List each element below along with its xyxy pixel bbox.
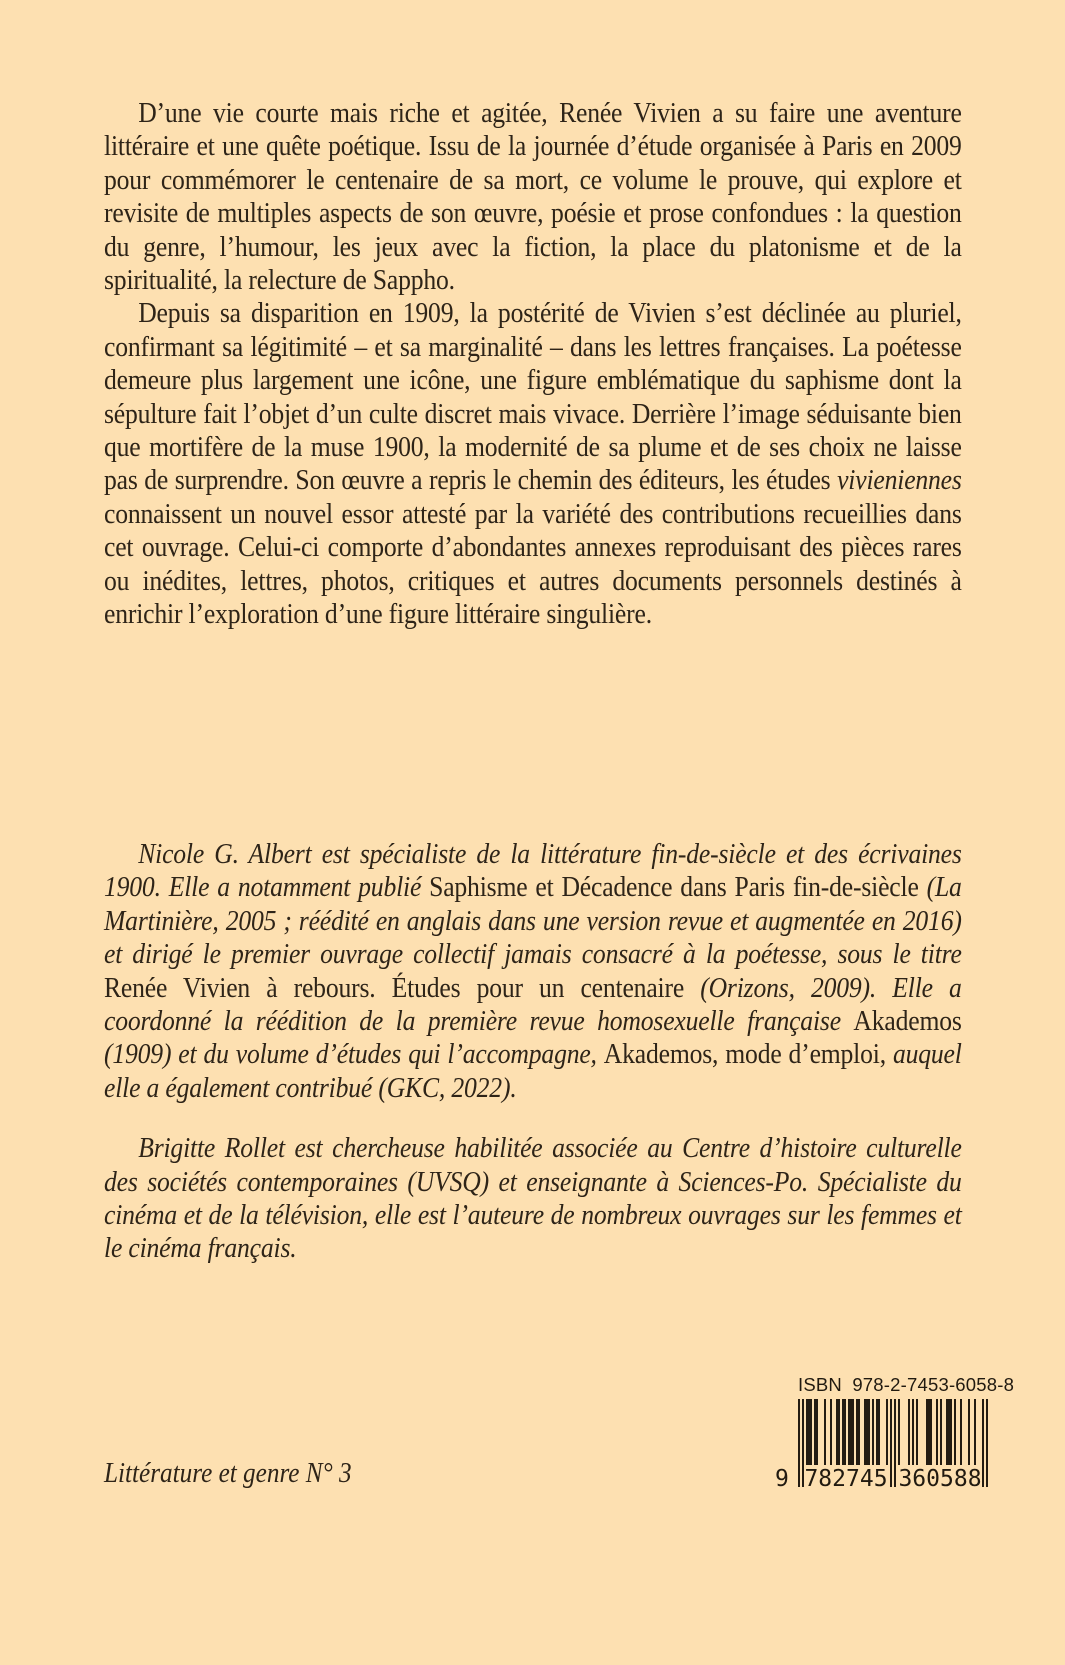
text-run: connaissent un nouvel essor attesté par la variété des contributions recueillies dans cet ouvrage. Celui-ci comporte d’abondantes annexes reproduisant des pièces rares ou inédites, lettres, photos, critiques et autres documents personnels destinés à enrichir l’exploration d’une figure littéraire singulière. (104, 498, 962, 631)
synopsis-block (104, 97, 962, 632)
barcode-digits-left: 782745 (804, 1466, 888, 1492)
isbn-number-label: ISBN 978-2-7453-6058-8 (798, 1374, 1015, 1395)
synopsis-paragraph-1 (104, 97, 962, 297)
ean13-barcode (775, 1399, 988, 1494)
synopsis-paragraph-2 (104, 297, 962, 631)
series-label: Littérature et genre N° 3 (104, 1458, 352, 1489)
bio-brigitte-rollet (104, 1132, 962, 1266)
text-run: (Orizons, 2009). Elle a coordonné la réédition de la première revue homosexuelle française (104, 972, 962, 1038)
barcode-digits-right: 360588 (898, 1466, 982, 1492)
text-run: auquel elle a également contribué (GKC, 2022). (104, 1039, 962, 1104)
bio-nicole-albert (104, 838, 962, 1105)
text-run: Akademos, mode d’emploi, (603, 1039, 893, 1071)
text-run: Nicole G. Albert est spécialiste de la littérature fin-de-siècle et des écrivaines 1900. Elle a notamment publié (104, 839, 962, 904)
text-run: Brigitte Rollet est chercheuse habilitée associée au Centre d’histoire culturelle des sociétés contemporaines (UVSQ) et enseignante à Sciences-Po. Spécialiste du cinéma et de la télévision, elle est l’auteure de nombreux ouvrages sur les femmes et le cinéma français. (104, 1133, 962, 1265)
author-bios-block (104, 838, 962, 1266)
text-run: D’une vie courte mais riche et agitée, Renée Vivien a su faire une aventure littéraire et une quête poétique. Issu de la journée d’étude organisée à Paris en 2009 pour commémorer le centenaire de sa mort, ce volume le prouve, qui explore et revisite de multiples aspects de son œuvre, poésie et prose confondues : la question du genre, l’humour, les jeux avec la fiction, la place du platonisme et de la spiritualité, la relecture de Sappho. (104, 98, 962, 297)
text-run: vivieniennes (837, 465, 962, 497)
text-run: Depuis sa disparition en 1909, la postérité de Vivien s’est déclinée au pluriel, confirmant sa légitimité – et sa marginalité – dans les lettres françaises. La poétesse demeure plus largement une icône, une figure emblématique du saphisme dont la sépulture fait l’objet d’un culte discret mais vivace. Derrière l’image séduisante bien que mortifère de la muse 1900, la modernité de sa plume et de ses choix ne laisse pas de surprendre. Son œuvre a repris le chemin des éditeurs, les études (104, 298, 962, 497)
barcode-digit-lead: 9 (775, 1466, 789, 1492)
text-run: (La Martinière, 2005 ; réédité en anglais dans une version revue et augmentée en 2016) et dirigé le premier ouvrage collectif jamais consacré à la poétesse, sous le titre (104, 872, 962, 971)
text-run: Saphisme et Décadence dans Paris fin-de-siècle (429, 872, 927, 904)
text-run: (1909) et du volume d’études qui l’accompagne, (104, 1039, 604, 1071)
text-run: Renée Vivien à rebours. Études pour un centenaire (104, 972, 701, 1004)
text-run: Akademos (853, 1006, 962, 1038)
isbn-block (775, 1374, 1015, 1494)
